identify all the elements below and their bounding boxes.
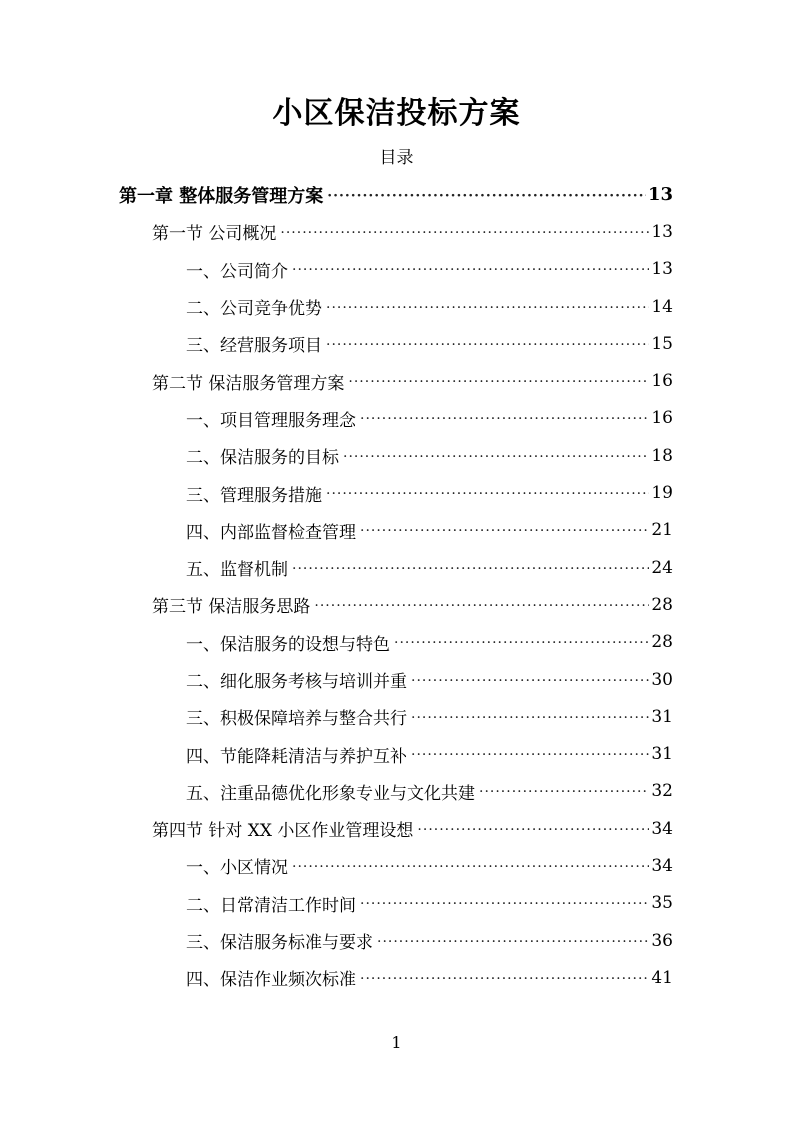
toc-leader-dots (327, 185, 646, 205)
toc-entry-label: 第四节 针对 XX 小区作业管理设想 (152, 821, 414, 842)
toc-entry[interactable] (0, 698, 673, 735)
toc-entry[interactable] (0, 549, 673, 586)
toc-leader-dots (360, 408, 649, 428)
toc-entry-page: 13 (647, 184, 673, 206)
toc-entry-label: 二、保洁服务的目标 (186, 448, 339, 469)
toc-entry[interactable] (0, 847, 673, 884)
toc-entry-page: 31 (651, 744, 673, 765)
table-of-contents (0, 176, 793, 997)
toc-entry[interactable] (0, 288, 673, 325)
toc-entry[interactable] (0, 176, 673, 213)
toc-entry[interactable] (0, 624, 673, 661)
toc-entry-page: 32 (651, 781, 673, 802)
toc-leader-dots (360, 968, 649, 988)
toc-entry-label: 第一章 整体服务管理方案 (119, 185, 324, 207)
toc-entry-label: 二、公司竞争优势 (186, 299, 322, 320)
toc-leader-dots (411, 670, 649, 690)
toc-leader-dots (417, 819, 649, 839)
toc-leader-dots (348, 371, 649, 391)
toc-entry-page: 34 (651, 818, 673, 839)
toc-entry-label: 一、项目管理服务理念 (186, 410, 356, 431)
toc-entry-page: 13 (651, 259, 673, 280)
toc-entry[interactable] (0, 586, 673, 623)
toc-entry-page: 14 (651, 296, 673, 317)
toc-leader-dots (343, 446, 649, 466)
toc-heading: 目录 (379, 148, 414, 168)
toc-entry-label: 一、小区情况 (186, 858, 288, 879)
toc-entry-page: 18 (651, 445, 673, 466)
toc-entry-page: 35 (651, 893, 673, 914)
toc-leader-dots (292, 558, 649, 578)
toc-entry-label: 第三节 保洁服务思路 (152, 597, 311, 618)
toc-entry-label: 二、日常清洁工作时间 (186, 895, 356, 916)
toc-leader-dots (360, 893, 649, 913)
toc-leader-dots (411, 707, 649, 727)
toc-entry-page: 34 (651, 855, 673, 876)
toc-entry[interactable] (0, 213, 673, 250)
toc-leader-dots (326, 334, 649, 354)
toc-entry-page: 28 (651, 632, 673, 653)
toc-entry-label: 第二节 保洁服务管理方案 (152, 373, 345, 394)
toc-entry-page: 24 (651, 557, 673, 578)
toc-entry-page: 15 (651, 333, 673, 354)
toc-leader-dots (292, 856, 649, 876)
toc-entry[interactable] (0, 885, 673, 922)
toc-leader-dots (326, 483, 649, 503)
toc-entry[interactable] (0, 437, 673, 474)
toc-leader-dots (377, 931, 649, 951)
document-title: 小区保洁投标方案 (272, 96, 521, 131)
toc-entry-label: 四、节能降耗清洁与养护互补 (186, 746, 407, 767)
toc-entry-page: 31 (651, 706, 673, 727)
toc-entry[interactable] (0, 773, 673, 810)
toc-entry-label: 四、内部监督检查管理 (186, 522, 356, 543)
toc-leader-dots (292, 259, 649, 279)
toc-entry-label: 三、经营服务项目 (186, 336, 322, 357)
toc-entry-label: 第一节 公司概况 (152, 224, 277, 245)
toc-entry-page: 19 (651, 483, 673, 504)
toc-entry-page: 36 (651, 930, 673, 951)
toc-entry-page: 28 (651, 594, 673, 615)
toc-entry-page: 41 (651, 967, 673, 988)
toc-entry-label: 一、保洁服务的设想与特色 (186, 634, 390, 655)
toc-entry-label: 五、监督机制 (186, 560, 288, 581)
toc-entry-page: 30 (651, 669, 673, 690)
toc-entry[interactable] (0, 512, 673, 549)
toc-leader-dots (326, 297, 649, 317)
toc-entry-page: 21 (651, 520, 673, 541)
toc-entry-page: 16 (651, 408, 673, 429)
toc-entry-page: 16 (651, 371, 673, 392)
toc-entry[interactable] (0, 959, 673, 996)
page-number: 1 (391, 1033, 402, 1052)
toc-leader-dots (360, 520, 649, 540)
toc-entry-page: 13 (651, 221, 673, 242)
toc-entry[interactable] (0, 661, 673, 698)
toc-entry-label: 三、管理服务措施 (186, 485, 322, 506)
toc-leader-dots (411, 744, 649, 764)
toc-leader-dots (394, 632, 649, 652)
toc-entry[interactable] (0, 735, 673, 772)
toc-entry-label: 四、保洁作业频次标准 (186, 970, 356, 991)
toc-entry-label: 三、保洁服务标准与要求 (186, 933, 373, 954)
toc-leader-dots (479, 781, 649, 801)
toc-entry[interactable] (0, 362, 673, 399)
toc-leader-dots (314, 595, 649, 615)
toc-entry[interactable] (0, 251, 673, 288)
toc-entry-label: 一、公司简介 (186, 261, 288, 282)
toc-entry[interactable] (0, 400, 673, 437)
toc-entry-label: 三、积极保障培养与整合共行 (186, 709, 407, 730)
toc-entry[interactable] (0, 810, 673, 847)
toc-leader-dots (280, 222, 649, 242)
toc-entry[interactable] (0, 325, 673, 362)
toc-entry[interactable] (0, 922, 673, 959)
toc-entry-label: 五、注重品德优化形象专业与文化共建 (186, 783, 475, 804)
toc-entry-label: 二、细化服务考核与培训并重 (186, 672, 407, 692)
toc-entry[interactable] (0, 474, 673, 511)
